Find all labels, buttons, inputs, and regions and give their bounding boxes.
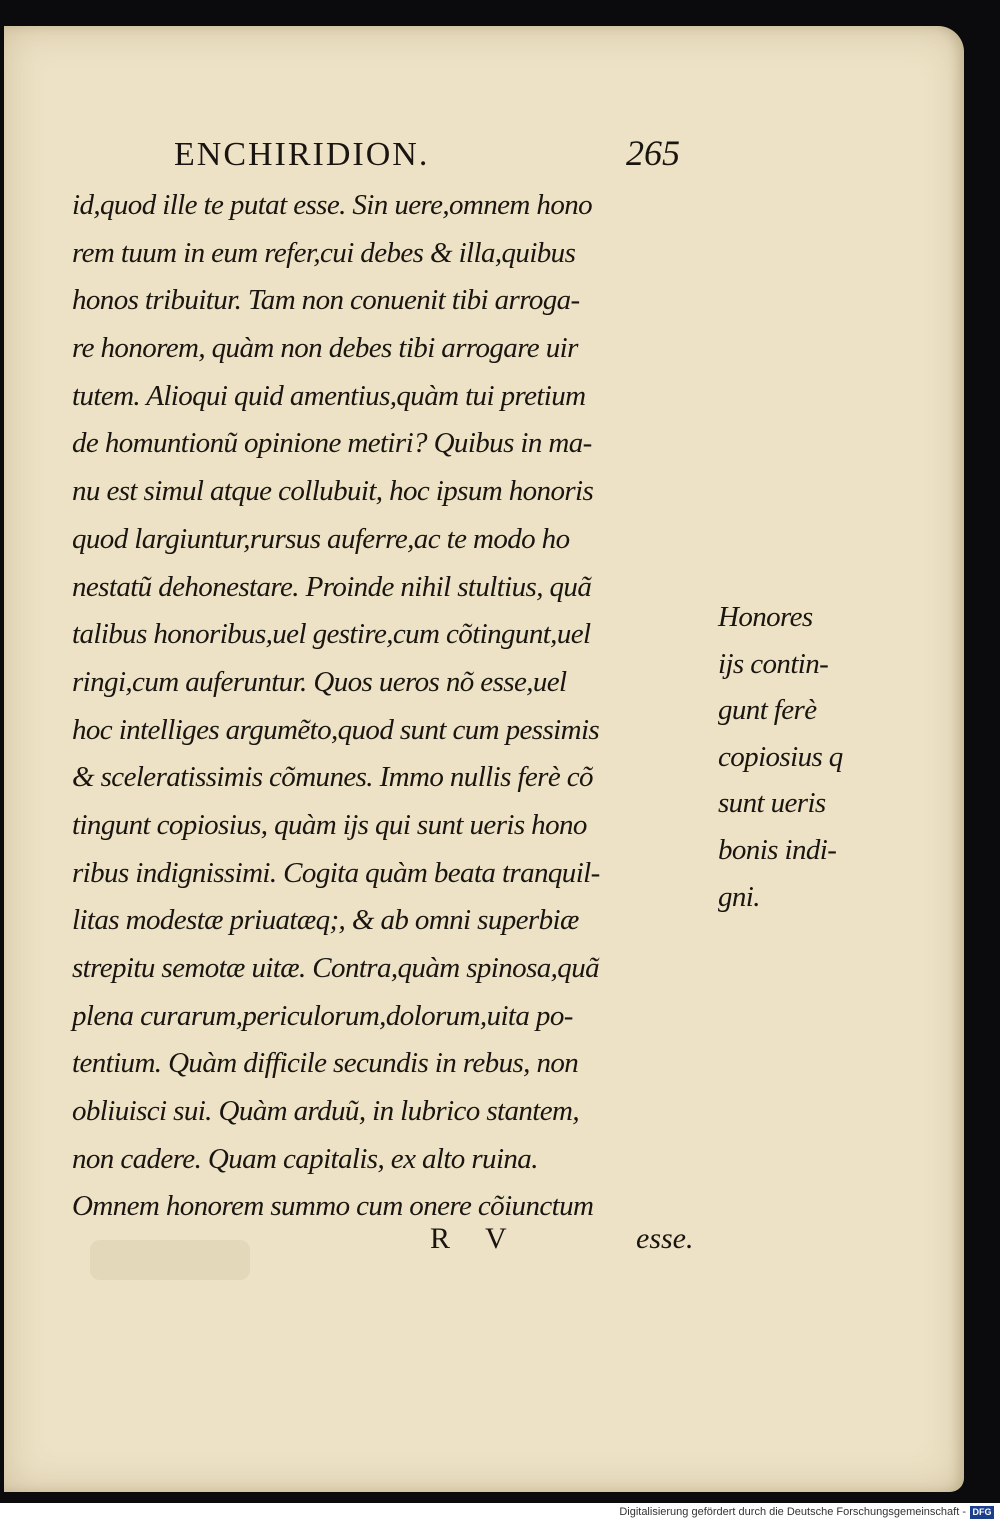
text-line: nestatũ dehonestare. Proinde nihil stultius, quã bbox=[72, 570, 592, 603]
text-line: tutem. Alioqui quid amentius,quàm tui pretium bbox=[72, 379, 586, 412]
marginal-line: Honores bbox=[718, 601, 813, 633]
text-line: talibus honoribus,uel gestire,cum cõtingunt,uel bbox=[72, 618, 591, 651]
catchword: esse. bbox=[636, 1222, 694, 1255]
funding-credit: Digitalisierung gefördert durch die Deutsche Forschungsgemeinschaft - bbox=[619, 1506, 966, 1518]
text-line: rem tuum in eum refer,cui debes & illa,quibus bbox=[72, 236, 576, 269]
dfg-logo-icon: DFG bbox=[970, 1506, 994, 1519]
text-line: Omnem honorem summo cum onere cõiunctum bbox=[72, 1190, 594, 1223]
running-head bbox=[168, 133, 708, 186]
marginal-line: sunt ueris bbox=[718, 787, 826, 820]
signature-mark: R V bbox=[430, 1222, 521, 1255]
page-number: 265 bbox=[626, 133, 680, 173]
text-line: obliuisci sui. Quàm arduũ, in lubrico stantem, bbox=[72, 1095, 580, 1128]
marginal-line: copiosius q bbox=[718, 740, 843, 773]
text-line: plena curarum,periculorum,dolorum,uita po- bbox=[72, 999, 573, 1032]
marginal-line: gunt ferè bbox=[718, 694, 817, 727]
text-line: tingunt copiosius, quàm ijs qui sunt ueris hono bbox=[72, 808, 587, 841]
text-line: litas modestæ priuatæq;, & ab omni superbiæ bbox=[72, 904, 579, 937]
text-line: quod largiuntur,rursus auferre,ac te modo ho bbox=[72, 522, 570, 555]
text-line: & sceleratissimis cõmunes. Immo nullis ferè cõ bbox=[72, 761, 593, 794]
text-line: re honorem, quàm non debes tibi arrogare uir bbox=[72, 332, 578, 365]
marginal-line: ijs contin- bbox=[718, 647, 829, 680]
text-line: tentium. Quàm difficile secundis in rebus, non bbox=[72, 1047, 579, 1080]
marginal-note bbox=[718, 594, 888, 920]
show-through-smudge bbox=[90, 1240, 250, 1280]
marginal-line: gni. bbox=[718, 880, 760, 913]
text-line: ribus indignissimi. Cogita quàm beata tranquil- bbox=[72, 856, 600, 889]
text-line: strepitu semotæ uitæ. Contra,quàm spinosa,quã bbox=[72, 952, 600, 984]
text-line: ringi,cum auferuntur. Quos ueros nõ esse,uel bbox=[72, 665, 567, 698]
footer-bar bbox=[0, 1503, 1000, 1523]
text-line: hoc intelliges argumẽto,quod sunt cum pessimis bbox=[72, 713, 600, 746]
marginal-line: bonis indi- bbox=[718, 833, 837, 866]
body-text bbox=[72, 182, 722, 1231]
text-line: id,quod ille te putat esse. Sin uere,omnem hono bbox=[72, 189, 593, 221]
running-title: ENCHIRIDION. bbox=[174, 136, 430, 173]
text-line: non cadere. Quam capitalis, ex alto ruina. bbox=[72, 1142, 538, 1175]
text-line: de homuntionũ opinione metiri? Quibus in ma- bbox=[72, 427, 592, 460]
text-line: honos tribuitur. Tam non conuenit tibi arroga- bbox=[72, 284, 580, 317]
text-line: nu est simul atque collubuit, hoc ipsum honoris bbox=[72, 475, 594, 508]
